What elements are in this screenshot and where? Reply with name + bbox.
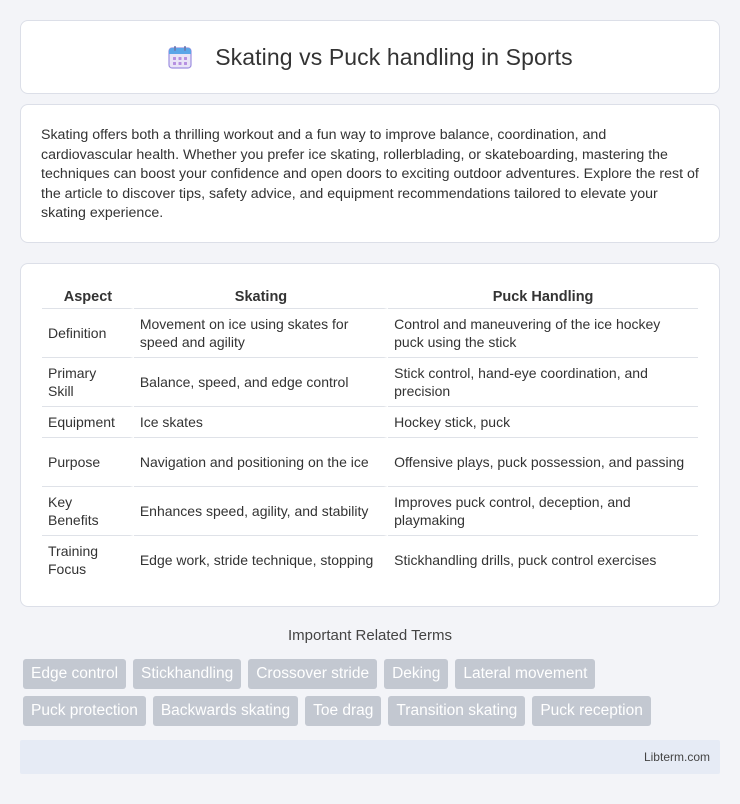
tag-toe-drag[interactable]: Toe drag: [305, 696, 381, 726]
table-cell: Key Benefits: [42, 486, 134, 535]
tag-stickhandling[interactable]: Stickhandling: [133, 659, 241, 689]
intro-text: Skating offers both a thrilling workout and a fun way to improve balance, coordination, and cardiovascular health. Whether you prefer ice skating, rollerblading, or skateboarding, mastering the techniques can boost your confidence and open doors to exciting outdoor adventures. Explore the rest of the article to discover tips, safety advice, and equipment recommendations tailored to elevate your skating experience.: [41, 127, 699, 222]
table-cell: Navigation and positioning on the ice: [134, 437, 388, 486]
intro-card: [20, 104, 720, 243]
header-puck-handling: Puck Handling: [492, 289, 594, 305]
table-row: [42, 486, 698, 535]
table-cell: Hockey stick, puck: [388, 406, 698, 437]
tag-puck-protection[interactable]: Puck protection: [23, 696, 146, 726]
comparison-card: [20, 263, 720, 607]
table-cell: Edge work, stride technique, stopping: [134, 535, 388, 584]
table-cell: Equipment: [42, 406, 134, 437]
calendar-icon: [167, 44, 193, 70]
table-cell: Stick control, hand-eye coordination, and precision: [388, 357, 698, 406]
table-cell: Stickhandling drills, puck control exercises: [388, 535, 698, 584]
table-cell: Offensive plays, puck possession, and passing: [388, 437, 698, 486]
footer: [20, 740, 720, 774]
tag-crossover-stride[interactable]: Crossover stride: [248, 659, 377, 689]
table-row: [42, 406, 698, 437]
table-cell: Enhances speed, agility, and stability: [134, 486, 388, 535]
tag-puck-reception[interactable]: Puck reception: [532, 696, 651, 726]
table-row: [42, 357, 698, 406]
page-title: Skating vs Puck handling in Sports: [215, 43, 573, 70]
table-cell: Ice skates: [134, 406, 388, 437]
tag-deking[interactable]: Deking: [384, 659, 448, 689]
table-row: [42, 308, 698, 357]
tag-row: [23, 659, 723, 689]
table-cell: Primary Skill: [42, 357, 134, 406]
table-cell: Movement on ice using skates for speed and agility: [134, 308, 388, 357]
tag-lateral-movement[interactable]: Lateral movement: [455, 659, 595, 689]
table-row: [42, 535, 698, 584]
title-card: [20, 20, 720, 94]
tag-backwards-skating[interactable]: Backwards skating: [153, 696, 298, 726]
table-cell: Balance, speed, and edge control: [134, 357, 388, 406]
related-terms-title: Important Related Terms: [288, 627, 452, 644]
header-skating: Skating: [234, 289, 288, 305]
table-cell: Purpose: [42, 437, 134, 486]
header-aspect: Aspect: [63, 289, 113, 305]
table-cell: Control and maneuvering of the ice hockey puck using the stick: [388, 308, 698, 357]
table-cell: Definition: [42, 308, 134, 357]
footer-site-link[interactable]: Libterm.com: [643, 750, 710, 764]
table-cell: Training Focus: [42, 535, 134, 584]
table-cell: Improves puck control, deception, and playmaking: [388, 486, 698, 535]
table-row: [42, 437, 698, 486]
table-header-row: [42, 286, 698, 308]
tag-transition-skating[interactable]: Transition skating: [388, 696, 525, 726]
tag-row: [23, 696, 723, 726]
comparison-table: [42, 286, 698, 584]
tag-edge-control[interactable]: Edge control: [23, 659, 126, 689]
related-terms: [23, 659, 723, 733]
